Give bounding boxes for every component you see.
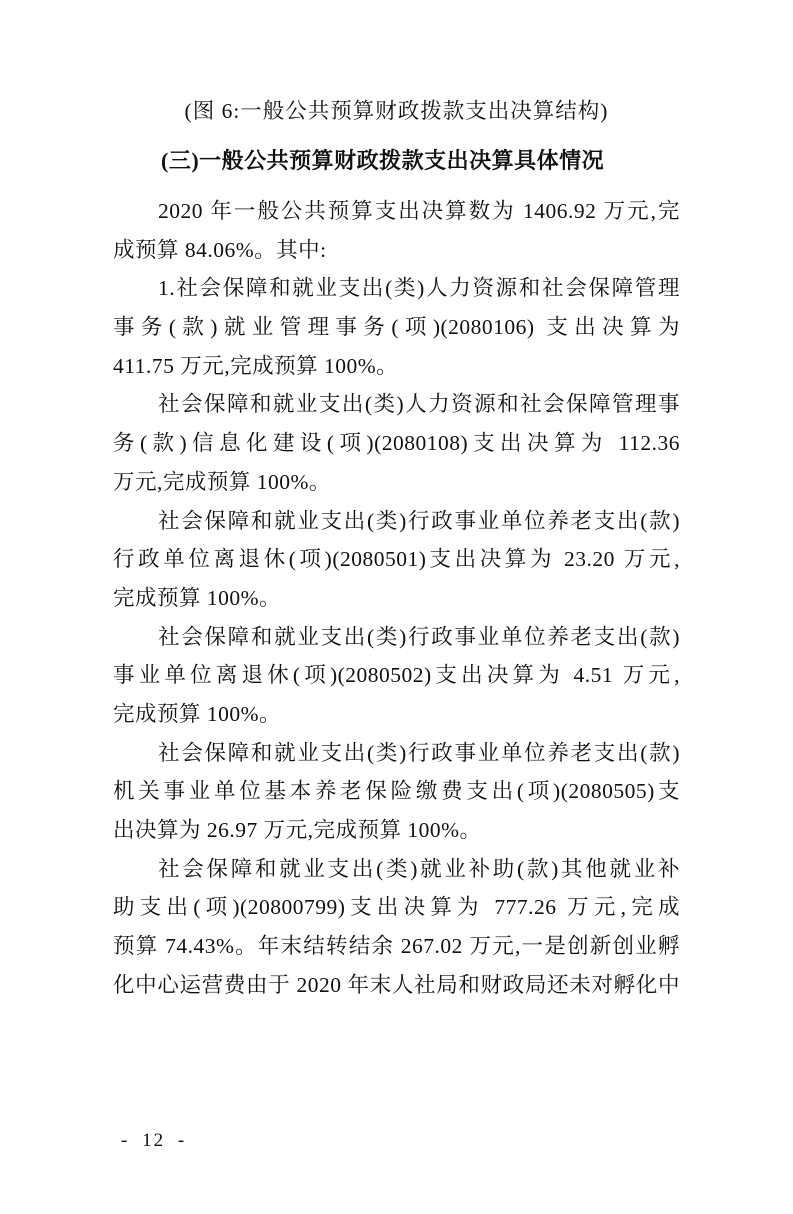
paragraph-3-line-3: 万元,完成预算 100%。 (113, 469, 331, 494)
paragraph-5-line-1: 社会保障和就业支出(类)行政事业单位养老支出(款) (158, 624, 680, 649)
paragraph-7-line-2: 助支出(项)(20800799)支出决算为 777.26 万元,完成 (113, 895, 680, 920)
paragraph-7-line-3: 预算 74.43%。年末结转结余 267.02 万元,一是创新创业孵 (113, 934, 680, 959)
paragraph-1-line-2: 成预算 84.06%。其中: (113, 237, 327, 262)
paragraph-4-line-2: 行政单位离退休(项)(2080501)支出决算为 23.20 万元, (113, 547, 680, 572)
paragraph-2-line-2: 事务(款)就业管理事务(项)(2080106) 支出决算为 (113, 315, 680, 340)
paragraph-2-line-3: 411.75 万元,完成预算 100%。 (113, 353, 399, 378)
paragraph-3-line-1: 社会保障和就业支出(类)人力资源和社会保障管理事 (158, 392, 680, 417)
section-heading: (三)一般公共预算财政拨款支出决算具体情况 (161, 148, 605, 173)
paragraph-5-line-2: 事业单位离退休(项)(2080502)支出决算为 4.51 万元, (113, 663, 680, 688)
paragraph-6-line-3: 出决算为 26.97 万元,完成预算 100%。 (113, 818, 482, 842)
paragraph-6-line-1: 社会保障和就业支出(类)行政事业单位养老支出(款) (158, 740, 680, 765)
paragraph-2-line-1: 1.社会保障和就业支出(类)人力资源和社会保障管理 (158, 276, 680, 301)
document-body (113, 192, 680, 1004)
paragraph-7-line-4: 化中心运营费由于 2020 年末人社局和财政局还未对孵化中 (113, 972, 680, 997)
paragraph-4-line-3: 完成预算 100%。 (113, 585, 282, 610)
paragraph-1-line-1: 2020 年一般公共预算支出决算数为 1406.92 万元,完 (158, 199, 680, 223)
paragraph-3-line-2: 务(款)信息化建设(项)(2080108)支出决算为 112.36 (113, 431, 680, 456)
figure-caption: (图 6:一般公共预算财政拨款支出决算结构) (184, 99, 609, 123)
page-number: - 12 - (121, 1130, 187, 1151)
paragraph-5-line-3: 完成预算 100%。 (113, 701, 282, 726)
paragraph-6-line-2: 机关事业单位基本养老保险缴费支出(项)(2080505)支 (113, 779, 680, 804)
paragraph-4-line-1: 社会保障和就业支出(类)行政事业单位养老支出(款) (158, 508, 680, 533)
document-page (0, 92, 793, 1214)
paragraph-7-line-1: 社会保障和就业支出(类)就业补助(款)其他就业补 (158, 856, 680, 881)
